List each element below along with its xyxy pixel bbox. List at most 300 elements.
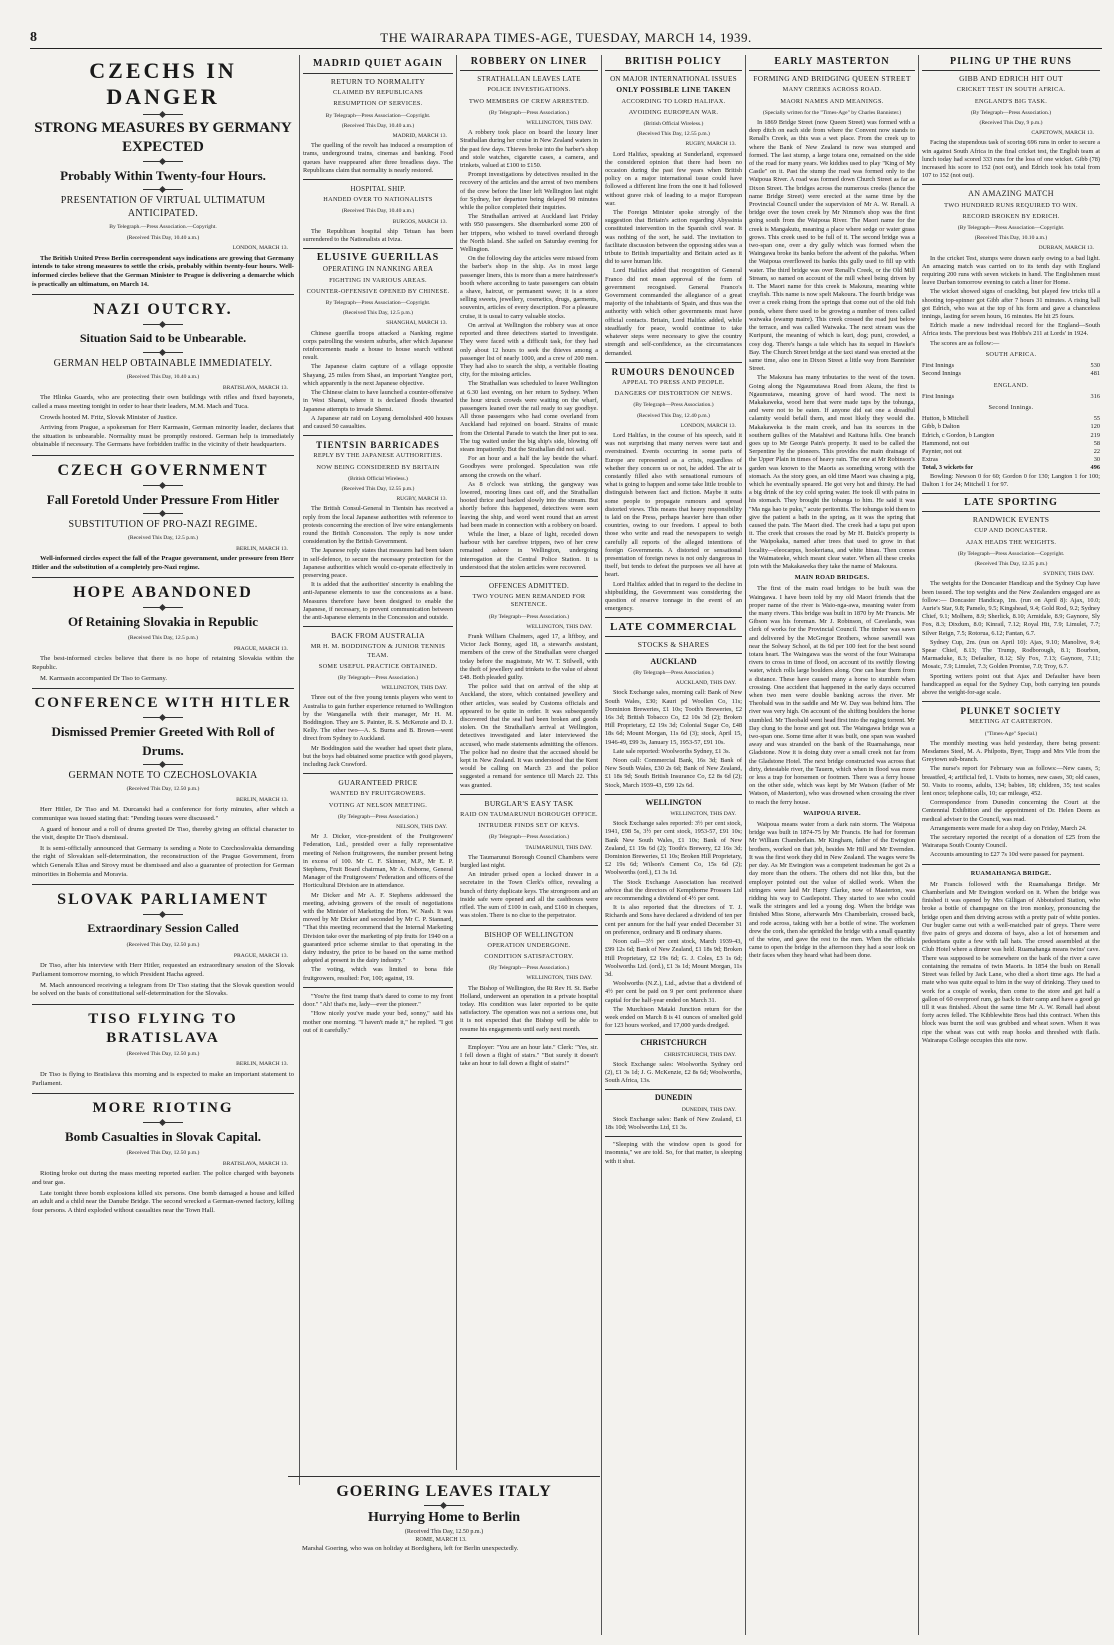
deck: COUNTER-OFFENSIVE OPENED BY CHINESE. xyxy=(306,287,450,295)
dateline: LONDON, MARCH 13. xyxy=(680,422,736,429)
ornament-rule xyxy=(143,717,183,718)
ornament-rule xyxy=(143,485,183,486)
paragraph: The British Consul-General in Tientsin has received a reply from the local Japanese authorities with reference to protests concerning the erection of live wire entanglements round the British Concession. The reply is now under consideration by the British Government. xyxy=(303,505,453,546)
headline: GOERING LEAVES ITALY xyxy=(336,1483,552,1500)
score-value: 58 xyxy=(1093,439,1100,447)
byline: (By Telegraph—Press Association.) xyxy=(970,109,1052,116)
divider xyxy=(605,636,742,637)
headline: OFFENCES ADMITTED. xyxy=(488,581,570,590)
divider xyxy=(605,653,742,654)
deck: TWO MEMBERS OF CREW ARRESTED. xyxy=(468,97,589,105)
paragraph: Lord Halifax added that in regard to the decline in shipbuilding, the Government was considering the question of reserve tonnage in the event of an emergency. xyxy=(605,580,742,613)
paragraph: Dr Tiso is flying to Bratislava this morning and is expected to make an important statement to Parliament. xyxy=(32,1070,294,1087)
ornament-rule xyxy=(143,189,183,190)
byline: (Specially written for the "Times-Age" by Charles Bannister.) xyxy=(762,109,902,116)
score-row xyxy=(922,440,1100,448)
byline: (British Official Wireless.) xyxy=(643,121,704,128)
paragraph: In 1869 Bridge Street (now Queen Street) was formed with a deep ditch on each side from where the Convent now stands to Renall's Creek, as this was a wet place. From the creek up to where the Bank of New Zealand is now was stumped and formed. The last stump, a large totara one, remained on the side of the road for many years. We kiddies used to play "King of My Castle" on it. Past the stump the road was formed only to the Waipoua River. A road was formed down Church Street as far as Dixon Street. The bridges across the numerous creeks (hence the name Bridge Street) were erected at the same time by the Provincial Council under the supervision of Mr A. W. Renall. A bridge over the town creek by Mr Nimmo's shop was the first going south from the Waipoua River. The Maori name for the creek is Mangakutu, meaning a place where sedge or water grass grows. This creek used to be full of it. The second bridge was a two-span one, over a dry gully which was formed when the Waingawa broke its banks before the advent of the pakeha. When the Waipoua overflowed its banks this gully used to fill up with water. The third bridge was over Renall's Creek, or the Old Mill Stream, so named on account of the mill wheel being driven by it. The Maori name for this creek is Makoura, meaning white crayfish. This name is now spelt Makoura. The fourth bridge was over a creek rising from the springs that come out of the old fish ponds, where there used to be growing a number of trees called waiwaka (swamp maire). This creek crossed the road just below the terrace, and was called Waiwaka. The next stream was the Kuripuni, the meaning of which is kuri, dog; puni, crowded, a cosy dog. There's hangs a tale which has its sequel in Hawke's Bay. The Church Street bridge at the taxi stand was erected at the same time, also one in Dixon Street a little way from Bannister Street. xyxy=(749,119,915,373)
divider xyxy=(605,1034,742,1035)
byline: (By Telegraph—Press Association.) xyxy=(488,965,570,972)
received-line: (Received This Day, 12.55 p.m.) xyxy=(637,131,710,138)
dateline: PRAGUE, MARCH 13. xyxy=(233,645,288,652)
article-late-sporting xyxy=(922,496,1100,702)
deck: NOW BEING CONSIDERED BY BRITAIN xyxy=(316,463,440,471)
dateline: CHRISTCHURCH, THIS DAY. xyxy=(663,1051,736,1058)
column-4 xyxy=(605,55,742,1635)
headline: SLOVAK PARLIAMENT xyxy=(57,891,269,909)
paragraph: Noon call—3½ per cent stock, March 1939-43, £99 12s 6d; Bank of New Zealand, £1 18s 9d; Broken Hill Proprietary, £2 19s 6d; G. J. Coles, £3 1s 6d; Woolworths Ltd. (ord.), £1 3s 1d; Mount Morgan, 11s 3d. xyxy=(605,938,742,978)
headline: PLUNKET SOCIETY xyxy=(960,706,1062,717)
dateline: NELSON, THIS DAY. xyxy=(396,824,447,831)
deck: SOME USEFUL PRACTICE OBTAINED. xyxy=(318,662,438,670)
article-more-rioting xyxy=(32,1099,294,1220)
article-czechs-in-danger xyxy=(32,58,294,295)
paragraph: Facing the stupendous task of scoring 696 runs in order to secure a win against South Africa in the final cricket test, the English team at lunch today had scored 333 runs for the loss of one wicket. Gibb (78) increased his score to 152 (not out), and Edrich took his total from 107 to 152 (not out). xyxy=(922,139,1100,180)
section-heading: CHRISTCHURCH xyxy=(640,1038,707,1048)
column-rule xyxy=(918,55,919,1635)
article-offences-admitted xyxy=(460,582,598,795)
article-rumours-denounced xyxy=(605,368,742,619)
received-line: (Received This Day, 10.40 a.m.) xyxy=(126,234,200,241)
column-rule xyxy=(745,55,746,1635)
article-an-amazing-match xyxy=(922,190,1100,494)
subheadline: Hurrying Home to Berlin xyxy=(367,1510,521,1525)
score-value: 120 xyxy=(1090,423,1100,431)
paragraph: Stock Exchange sales: Woolworths Sydney ord (2), £1 3s 1d; J. G. McKenzie, £2 8s 6d; Woolworths, South Africa, 13s. xyxy=(605,1060,742,1085)
article-robbery-on-liner xyxy=(460,58,598,577)
paragraph: "How nicely you've made your bed, sonny," said his mother one morning. "I haven't made it," he replied. "I got out of it carefully." xyxy=(303,1010,453,1034)
headline: CZECH GOVERNMENT xyxy=(57,461,269,479)
article-body xyxy=(32,1170,294,1215)
deck: GERMAN NOTE TO CZECHOSLOVAKIA xyxy=(68,770,258,782)
article-body xyxy=(303,993,453,1035)
ornament-rule xyxy=(143,114,183,115)
section-heading: AUCKLAND xyxy=(650,656,697,666)
score-row xyxy=(922,456,1100,464)
article-body xyxy=(303,833,453,983)
byline: (By Telegraph—Press Association—Copyright. xyxy=(957,550,1065,557)
paragraph: As 8 o'clock was striking, the gangway was lowered, mooring lines cast off, and the Strathallan hooted thrice and backed slowly into the stream. But shortly before this happened, detectives were seen leaving the ship, and word went round that an arrest had been made in connection with a robbery on board. xyxy=(460,480,598,529)
headline: GUARANTEED PRICE xyxy=(338,778,418,788)
headline: RUMOURS DENOUNCED xyxy=(611,366,736,377)
deck: OPERATING IN NANKING AREA xyxy=(322,265,434,274)
article-body xyxy=(303,228,453,244)
received-line: (Received This Day, 12.50 p.m.) xyxy=(126,1050,200,1057)
deck: HANDED OVER TO NATIONALISTS xyxy=(323,196,433,204)
score-value: 30 xyxy=(1093,456,1100,464)
score-label: Hutton, b Mitchell xyxy=(922,415,969,423)
received-line: (Received This Day, 12.50 p.m.) xyxy=(404,1529,484,1535)
received-line: (Received This Day, 12.50 p.m.) xyxy=(126,786,200,793)
dateline: LONDON, MARCH 13. xyxy=(232,245,288,252)
article-conference-with-hitler xyxy=(32,694,294,885)
score-label: Edrich, c Gordon, b Langton xyxy=(922,431,995,439)
article-body xyxy=(922,139,1100,180)
headline: HOPE ABANDONED xyxy=(73,584,253,602)
byline: ("Times-Age" Special.) xyxy=(984,730,1038,737)
dateline: MADRID, MARCH 13. xyxy=(392,133,447,140)
article-body xyxy=(32,655,294,683)
paragraph: Late sale reported: Woolworths Sydney, £1 3s. xyxy=(613,747,731,755)
paragraph: Stock Exchange sales reported: 3½ per cent stock, 1941, £98 5s, 3½ per cent stock, 1953-57, £91 10s; Bank New South Wales, £1 10s; Bank of New Zealand, £1 19s 6d (2); Tooth's Brewery, £2 16s 3d; Dominion Breweries, £1 10s; Broken Hill Proprietary, £2 19s 6d; Wilson's Cement Co, 15s 6d (2); Woolworths (ord.), £1 3s 1d. xyxy=(605,820,742,877)
paragraph: The Strathallan arrived at Auckland last Friday with 950 passengers. She disembarked some 200 of her trippers, who wished to travel overland through the North Island. She sailed on Saturday evening for Wellington. xyxy=(460,213,598,254)
score-row xyxy=(922,432,1100,440)
article-body xyxy=(605,1141,742,1166)
article-body xyxy=(32,394,294,450)
headline: ELUSIVE GUERILLAS xyxy=(316,252,440,264)
score-row xyxy=(922,415,1100,423)
received-line: (Received This Day, 10.40 a.m.) xyxy=(341,122,415,129)
article-body xyxy=(749,119,915,571)
article-body xyxy=(922,473,1100,489)
received-line: (Received This Day, 12.5 p.m.) xyxy=(127,534,199,541)
subheadline: STRONG MEASURES BY GERMANY EXPECTED xyxy=(34,120,292,155)
paragraph: Lord Halifax, in the course of his speech, said it was not surprising that many nerves were taut and overstrained. Events occurring in some parts of Europe are represented as a crisis, regardless of whether they concern us or not, he added. The air is constantly filled also with sensational rumours of what is going to happen and some take little trouble to distinguish between fact and fiction. Maybe it suits some people to propagate rumours and spread distorted views. This means that heavy responsibility is laid on the Press, perhaps heavier here than other countries, owing to our freedom. I appeal to both those who write and read the newspapers to weigh carefully all reports of the alleged intentions of foreign Governments. A distorted or sensational presentation of foreign news is not only dangerous in itself, but tends to defeat the purposes we all have at heart. xyxy=(605,431,742,579)
deck: WANTED BY FRUITGROWERS. xyxy=(330,790,426,798)
paragraph: The Taumarunui Borough Council Chambers were burgled last night. xyxy=(460,853,598,870)
paragraph: It is added that the authorities' sincerity is enabling the anti-Japanese elements to use the concessions as a base. Measures therefore have been designed to enable the Japanese, if necessary, to prevent communication between the anti-Japanese elements in the Concession and outside. xyxy=(303,581,453,621)
subheadline: Dismissed Premier Greeted With Roll of Drums. xyxy=(51,724,275,759)
paragraph: The quelling of the revolt has induced a resumption of trams, underground trains, cinemas and banking. Food queues have reappeared after three breadless days. The Republicans claim that normality is nearly restored. xyxy=(303,142,453,174)
article-plunket-society xyxy=(922,707,1100,864)
paragraph: It is also reported that the directors of T. J. Richards and Sons have declared a dividend of ten per cent per annum for the half year ended December 31 on preference, ordinary and B ordinary shares. xyxy=(605,904,742,936)
divider xyxy=(922,70,1100,71)
article-body xyxy=(303,330,453,431)
scorecard-heading: ENGLAND. xyxy=(993,381,1029,389)
ornament-rule xyxy=(143,607,183,608)
paragraph: Mr Dicker and Mr A. F. Stephens addressed the meeting, advising growers of the result of negotiations with the Minister of Marketing the Hon. W. Nash. It was moved by Mr Dicker and seconded by Mr C. P. Stannard, "That this meeting recommend that the Internal Marketing Division take over the marketing of pip fruits for 1940 on a guaranteed price scheme similar to that operating in the dairy industry, the price to be based on the same method adopted at present in the dairy industry." xyxy=(303,891,453,965)
paragraph: On the following day the articles were missed from the barber's shop in the ship. As in most large passenger liners, this is more than a mere hairdresser's booth where according to taste passengers can obtain a shave, haircut, or permanent wave; it is a store selling sweets, jewellery, cosmetics, drugs, garments, souvenirs, articles of every description. For a pleasure cruise, it is usual to carry valuable stocks. xyxy=(460,255,598,320)
headline: PILING UP THE RUNS xyxy=(949,56,1072,67)
deck: ONLY POSSIBLE LINE TAKEN xyxy=(616,85,731,95)
article-body xyxy=(288,1545,600,1554)
headline: AN AMAZING MATCH xyxy=(968,189,1054,199)
paragraph: An intruder prised open a locked drawer in a secretaire in the Town Clerk's office, revealing a bunch of thirty duplicate keys. The strongroom and an inside safe were opened and all the cashboxes were rifled. The sum of £100 in cash, and £160 in cheques, was stolen. There is no clue to the perpetrator. xyxy=(460,871,598,920)
paragraph: Marshal Goering, who was on holiday at Bordighera, left for Berlin unexpectedly. xyxy=(302,1545,519,1552)
score-value: 530 xyxy=(1090,362,1100,370)
article-elusive-guerillas xyxy=(303,254,453,436)
headline: LATE COMMERCIAL xyxy=(610,621,737,634)
paragraph: Herr Hitler, Dr Tiso and M. Durcanski had a conference for forty minutes, after which a communique was issued stating that: "Pending issues were discussed." xyxy=(32,806,294,823)
column-3 xyxy=(460,55,598,1470)
paragraph: Late tonight three bomb explosions killed six persons. One bomb damaged a house and killed an adult and a child near the Danube Bridge. The second wrecked a German-owned factory, killing four persons. A third exploded without casualties near the Town Hall. xyxy=(32,1189,294,1214)
headline: MADRID QUIET AGAIN xyxy=(312,58,444,69)
column-1 xyxy=(32,55,294,1635)
section-heading: WELLINGTON xyxy=(645,797,702,807)
dateline: BRATISLAVA, MARCH 13. xyxy=(222,384,288,391)
paragraph: The nurse's report for February was as follows:—New cases, 5; breastfed, 4; artificial fed, 1. Visits to homes, new cases, 30; old cases, 50. Visits to rooms, adults, 134; babies, 18; children, 35; test scales lent once; telephone calls, 10; car mileage, 452. xyxy=(922,765,1100,798)
deck: VOTING AT NELSON MEETING. xyxy=(328,801,428,809)
deck: AVOIDING EUROPEAN WAR. xyxy=(628,108,719,116)
deck: GERMAN HELP OBTAINABLE IMMEDIATELY. xyxy=(53,358,273,370)
paragraph: Chinese guerilla troops attacked a Nanking regime corps patrolling the western suburbs, after which Japanese reinforcements made a house to house search without result. xyxy=(303,329,453,362)
article-body xyxy=(922,255,1100,348)
column-rule xyxy=(456,55,457,1470)
paragraph: A guard of honour and a roll of drums greeted Dr Tiso, thereby giving an official character to the visit, despite Dr Tiso's dismissal. xyxy=(32,825,294,842)
byline: (By Telegraph—Press Association.) xyxy=(633,402,714,409)
paragraph: The Republican hospital ship Tetuan has been surrendered to the Nationalists at Iviza. xyxy=(303,227,453,244)
column-2 xyxy=(303,55,453,1470)
paragraph: The police said that on arrival of the ship at Auckland, the store, which contained jewellery and other articles, was sealed by Customs officials and appeared to be quite in order. It was subsequently discovered that the seal had been broken and goods stolen. On the Strathallan's arrival at Wellington, detectives investigated and later interviewed the accused, who made statements admitting the offences. The police had no desire that the accused should be kept in New Zealand. It was understood that the Kent would be calling on March 23 and the police suggested a remand for sentence till March 22. This was granted. xyxy=(460,683,598,789)
ornament-rule xyxy=(143,914,183,915)
deck: CRICKET TEST IN SOUTH AFRICA. xyxy=(956,86,1066,94)
score-label: Gibb, b Dalton xyxy=(922,423,960,431)
article-body xyxy=(460,985,598,1034)
paragraph: The Bishop of Wellington, the Rt Rev H. St. Barbe Holland, underwent an operation in a private hospital today. His condition was later reported to be quite satisfactory. The operation was not a serious one, but it is not expected that the Bishop will be able to resume his engagements until early next month. xyxy=(460,984,598,1033)
byline: By Telegraph—Press Association—Copyright. xyxy=(325,112,431,119)
score-row xyxy=(922,423,1100,431)
article-ruamahanga-bridge xyxy=(922,870,1100,1049)
score-value: 22 xyxy=(1093,447,1100,455)
paragraph: On arrival at Wellington the robbery was at once reported and three detectives started to investigate. They were faced with a difficult task, for they had only about 12 hours to seek the thieves among a passenger list of nearly 1000, and a crew of 200 men. They had also to search the ship, a veritable floating city, for the missing articles. xyxy=(460,321,598,379)
score-value: 481 xyxy=(1090,370,1100,378)
score-label: Extras xyxy=(922,456,939,464)
paragraph: The British United Press Berlin correspondent says indications are growing that Germany intends to take strong measures to settle the crisis, probably within twenty-four hours. Well-informed circles believe that the German Minister to Prague is delivering a demarche which is practically an ultimatum, on March 14. xyxy=(32,254,294,288)
headline: ROBBERY ON LINER xyxy=(470,56,588,67)
received-line: (Received This Day, 10.40 a.m.) xyxy=(341,208,415,215)
byline: By Telegraph.—Press Association.—Copyright. xyxy=(109,224,217,230)
headline: HOSPITAL SHIP. xyxy=(350,185,406,194)
paragraph: Sydney Cup, 2m. (run on April 10): Ajax, 9.10; Manolive, 9.4; Spear Chief, 8.13; The Trump, Rodborough, 8.1; Bourbon, Marmaduke, 8.3; Defaulter, 8.12; Sly Fox, 7.13; Gaynore, 7.11; Mosaic, 7.9; Limulet, 7.3; Golden Promise, 7.0; Troy, 6.7. xyxy=(922,638,1100,671)
paragraph: The first of the main road bridges to be built was the Waingawa. I have been told by my old Maori friends that the proper name of the river is Waio-nga-awa, meaning water from the many rivers. This bridge was built in 1870 by Mr Francis. Mr Gibson was his foreman. Mr J. Robinson, of Cavelands, was clerk of works for the Provincial Council. The timber was sawn and delivered by the McGregor Brothers, whose sawmill was near the Solway School, at 8s 6d per 100 feet for the best sound totara heart. The Waingawa was the worst of the four Wairarapa rivers to cross in time of flood, on account of its swiftly flowing water, which rolls large boulders along. One can hear them from a distance. These have caused many a horse to stumble when crossing. One accident that happened in the early days occurred when two men were double banking across the river. Mr Theobald was in the saddle and Mr W. Day was behind him. The river was very high. On account of the shifting boulders the horse stumbled. Mr Theobald went head first into the raging torrent. Mr Day clung to the horse and got out. The Waingawa bridge was a two-span one. Some time after it was built, one span was washed away and was stranded on the bank of the Ruamahanga, near Gladstone. Now it is doing duty over a small creek not far from the Gladstone Hotel. The next bridge constructed was across that dirty, detestable river, the Tauern, which when in flood was more or less a trap for horsemen or footmen. There was a ferry house on the other side, which was kept by Mr Watson (father of Mr Watson, of Masterton), who was drowned when crossing the river to reach the ferry house. xyxy=(749,585,915,806)
deck: MANY CREEKS ACROSS ROAD. xyxy=(782,86,882,94)
deck: RAID ON TAUMARUNUI BOROUGH OFFICE. xyxy=(460,811,598,819)
headline: MORE RIOTING xyxy=(92,1100,234,1117)
paragraph: Prompt investigations by detectives resulted in the recovery of the articles and the arrest of two members of the crew before the liner left Wellington last night for Sydney, her departure being delayed 90 minutes while the police completed their inquiries. xyxy=(460,171,598,212)
deck: TWO YOUNG MEN REMANDED FOR SENTENCE. xyxy=(472,593,586,609)
paragraph: Frank William Chalmers, aged 17, a liftboy, and Victor Jack Bonny, aged 18, a steward's assistant, members of the crew of the Strathallan were charged today before the magistrate, Mr W. T. Stilwell, with the theft of jewellery and trinkets to the value of about £48. Both pleaded guilty. xyxy=(460,633,598,682)
subheadline: Probably Within Twenty-four Hours. xyxy=(60,168,266,183)
deck: RESUMPTION OF SERVICES. xyxy=(333,100,423,108)
dateline: WELLINGTON, THIS DAY. xyxy=(381,685,447,692)
section-heading: WAIPOUA RIVER. xyxy=(803,809,861,817)
score-label: Paynter, not out xyxy=(922,447,962,455)
byline: (British Official Wireless.) xyxy=(348,475,408,482)
dateline: ROME, MARCH 13. xyxy=(415,1537,467,1543)
dateline: BRATISLAVA, MARCH 13. xyxy=(222,1160,288,1167)
article-body xyxy=(460,633,598,790)
paragraph: Edrich made a new individual record for the England—South Africa tests. The previous best was Hobbs's 211 at Lords' in 1924. xyxy=(922,322,1100,338)
score-row xyxy=(922,393,1100,401)
received-line: (Received This Day, 12.50 p.m.) xyxy=(126,1150,200,1157)
paragraph: The Chinese claim to have launched a counter-offensive in West Shansi, where it is declared floods thwarted Japanese attempts to invade Shensi. xyxy=(303,389,453,413)
deck: CUP AND DONCASTER. xyxy=(974,527,1048,535)
article-body xyxy=(605,151,742,358)
article-slovak-parliament xyxy=(32,890,294,1005)
paragraph: Well-informed circles expect the fall of the Prague government, under pressure from Herr Hitler and the substitution of a completely pro-Nazi regime. xyxy=(32,555,294,571)
divider xyxy=(605,1089,742,1090)
masthead xyxy=(30,28,1102,49)
article-tiso-flying xyxy=(32,1010,294,1094)
ornament-rule xyxy=(143,161,183,162)
headline: NAZI OUTCRY. xyxy=(93,301,233,319)
score-value: 55 xyxy=(1093,415,1100,423)
paragraph: Employer: "You are an hour late." Clerk: "Yes, sir. I fell down a flight of stairs." "But surely it doesn't take an hour to fall down a flight of stairs!" xyxy=(460,1043,598,1068)
byline: By Telegraph—Press Association—Copyright. xyxy=(325,300,431,307)
deck: CONDITION SATISFACTORY. xyxy=(484,952,574,960)
deck: ON MAJOR INTERNATIONAL ISSUES xyxy=(610,75,737,84)
deck: DANGERS OF DISTORTION OF NEWS. xyxy=(614,390,733,398)
received-line: (Received This Day, 12.40 p.m.) xyxy=(637,412,710,419)
received-line: (Received This Day, 10.10 a.m.) xyxy=(974,235,1048,242)
paragraph: Mr J. Dicker, vice-president of the Fruitgrowers' Federation, Ltd., presided over a fully representative meeting of Nelson fruitgrowers, the number present being in excess of 100. Mr C. F. Skinner, M.P., Mr E. P. Stephens, Fruit Board chairman, Mr A. Osborne, General Manager of the Fruitgrowers' Federation and officers of the Horticultural Division are in attendance. xyxy=(303,833,453,890)
subheadline: Of Retaining Slovakia in Republic xyxy=(68,614,258,630)
dateline: SYDNEY, THIS DAY. xyxy=(1043,571,1094,578)
score-value: 496 xyxy=(1090,464,1100,472)
article-piling-up-the-runs xyxy=(922,58,1100,185)
subheadline: Fall Foretold Under Pressure From Hitler xyxy=(46,491,280,507)
byline: (By Telegraph—Press Association.) xyxy=(337,813,419,820)
deck: RANDWICK EVENTS xyxy=(972,515,1050,525)
divider xyxy=(605,1136,742,1137)
article-body xyxy=(749,821,915,960)
deck: TWO HUNDRED RUNS REQUIRED TO WIN. xyxy=(944,201,1078,209)
article-body xyxy=(32,1071,294,1088)
paragraph: Waipoua means water from a dark rain storm. The Waipoua bridge was built in 1874-75 by Mr Francis. He had for foreman Mr William Chamberlain. Mr Kingham, father of the Ewington brothers, worked on that job, besides Mr Hill and Mr Evernden. It was the first work they did in New Zealand. The wages were 9s per day. As Mr Ewington was a competent tradesman he got 2s a day more than the others. The others did not like this, but the employer pointed out the value of skilled work. When the stringers were laid Mr Harry Clarke, now of Masterton, was ridding his way to Castlepoint. They started to see who could walk the stringers and led a young dog. When the bridge was finished Miss Stone, afterwards Mrs Chamberlain, crossed back, and rode across, taking with her a bottle of wine. The workmen drew the cork, then she sprinkled the bridge with a small quantity of the wine, and gave the rest to the men. When the officials came to open the bridge in the afternoon they had a sour look on their faces when they heard what had been done. xyxy=(749,821,915,960)
scorecard-subheading: Second Innings. xyxy=(988,403,1034,411)
received-line: (Received This Day, 12.35 p.m.) xyxy=(974,560,1048,567)
received-line: (Received This Day, 12.5 p.m.) xyxy=(342,310,414,317)
dateline: BERLIN, MARCH 13. xyxy=(236,1061,288,1068)
article-madrid-quiet xyxy=(303,58,453,180)
paragraph: A robbery took place on board the luxury liner Strathallan during her cruise in New Zealand waters in the past few days. Thieves broke into the barber's shop and stole watches, cigarette cases, a camera, and trinkets, valued at £100 to £150. xyxy=(460,129,598,170)
dateline: WELLINGTON, THIS DAY. xyxy=(526,975,592,982)
byline: (By Telegraph—Press Association.) xyxy=(488,834,570,841)
article-body xyxy=(303,505,453,622)
article-body xyxy=(605,1116,742,1132)
article-body xyxy=(32,255,294,289)
paragraph: The Stock Exchange Association has received advice that the directors of Kempthorne Prossers Ltd are recommending a dividend of 4½ per cent. xyxy=(605,878,742,903)
article-guaranteed-price xyxy=(303,779,453,988)
score-label: First Innings xyxy=(922,362,955,370)
article-body xyxy=(922,740,1100,860)
received-line: (Received This Day, 12.55 p.m.) xyxy=(341,485,415,492)
article-body xyxy=(32,806,294,879)
paragraph: In the cricket Test, stumps were drawn early owing to a bad light. An amazing match was carried on to its tenth day with England requiring 200 runs with seven wickets in hand. The Englishmen must leave Durban tomorrow evening to catch a liner for Home. xyxy=(922,254,1100,287)
deck: FIGHTING IN VARIOUS AREAS. xyxy=(329,276,427,284)
article-body xyxy=(303,142,453,175)
headline: CONFERENCE WITH HITLER xyxy=(34,695,292,712)
subheadline: Situation Said to be Unbearable. xyxy=(79,331,247,346)
received-line: (Received This Day, 12.50 p.m.) xyxy=(126,942,200,949)
article-hospital-ship xyxy=(303,185,453,249)
dateline: WELLINGTON, THIS DAY. xyxy=(670,811,736,818)
paragraph: "Sleeping with the window open is good for insomnia," we are told. So, for that matter, is sleeping with it shut. xyxy=(605,1141,742,1165)
received-line: (Received This Day, 12.5 p.m.) xyxy=(127,635,199,642)
paragraph: Crowds hooted M. Fritz, Slovak Minister of Justice. xyxy=(40,413,178,421)
divider xyxy=(605,794,742,795)
paragraph: The Japanese claim capture of a village opposite Shayang, 25 miles from Shasi, an important Yangtze port, which apparently is the next Japanese objective. xyxy=(303,363,453,387)
section-heading: RUAMAHANGA BRIDGE. xyxy=(970,869,1052,877)
dateline: RUGBY, MARCH 13. xyxy=(685,141,736,148)
headline: TISO FLYING TO BRATISLAVA xyxy=(88,1010,238,1046)
score-label: Hammond, not out xyxy=(922,439,970,447)
paragraph: The best-informed circles believe that there is no hope of retaining Slovakia within the Republic. xyxy=(32,655,294,672)
scorecard-england xyxy=(922,415,1100,464)
paragraph: Lord Halifax, speaking at Sunderland, expressed the considered opinion that there had been no occasion during the past few years when British policy on a major international issue could have followed a different line from the one it had followed without grave risk of leading to a major European war. xyxy=(605,150,742,207)
divider xyxy=(460,70,598,71)
paragraph: M. Mach announced receiving a telegram from Dr Tiso stating that the Slovak question would be solved on the basis of constitutional self-determination for the Slovaks. xyxy=(32,981,294,998)
paragraph: Three out of the five young tennis players who went to Australia to gain further experience returned to Wellington by the Wanganella with their manager, Mr H. M. Boddington. They are S. Painter, R. S. McKenzie and D. J. Kelly. The other two—A. S. Burns and B. Brown—went direct from Sydney to Auckland. xyxy=(303,694,453,743)
article-body xyxy=(749,585,915,806)
page-number: 8 xyxy=(30,30,37,45)
article-body xyxy=(32,555,294,572)
article-nazi-outcry xyxy=(32,300,294,456)
paragraph: For an hour and a half the lay beside the wharf. Goodbyes were prolonged. Speculation was rife among the crowds on the wharf. xyxy=(460,455,598,479)
score-value: 219 xyxy=(1090,431,1100,439)
score-row xyxy=(922,448,1100,456)
paragraph: The weights for the Doncaster Handicap and the Sydney Cup have been issued. The top weights and the New Zealanders engaged are as follow:— Doncaster Handicap, 1m. (run on April 8): Ajax, 10.0; Aurie's Star, 9.8; Pamelo, 9.5; Kingshead, 9.4; Gold Rod, 9.2; Sydney Chief, 9.1; Molhem, 8.9; Sherlick, 8.10; Armidale, 8.9; Gaynore, Sly Fox, 8.3; Dixdum, 8.0; Kinrail, 7.12; Royal Hit, 7.9; Limulet, 7.7; Silver Reign, 7.5; Rotorua, 6.12; Fantan, 6.7. xyxy=(922,580,1100,637)
deck: SUBSTITUTION OF PRO-NAZI REGIME. xyxy=(68,518,258,530)
paragraph: Arriving from Prague, a spokesman for Herr Karmasin, German minority leader, declares that the situation is unbearable. Normality must be promptly restored. German help is immediately obtainable if necessary. The Germans have forbidden traffic in the vicinity of their headquarters. xyxy=(32,424,294,449)
deck: OPERATION UNDERGONE. xyxy=(487,941,571,949)
dateline: DURBAN, MARCH 13. xyxy=(1038,245,1094,252)
dateline: WELLINGTON, THIS DAY. xyxy=(526,623,592,630)
article-body xyxy=(303,694,453,769)
deck: RETURN TO NORMALITY xyxy=(330,77,426,86)
score-label: Total, 3 wickets for xyxy=(922,464,974,472)
article-body xyxy=(605,432,742,613)
byline: (By Telegraph—Press Association.) xyxy=(488,613,570,620)
paragraph: The secretary reported the receipt of a donation of £25 from the Wairarapa South County Council. xyxy=(922,834,1100,850)
byline: (By Telegraph—Press Association—Copyright. xyxy=(957,225,1065,232)
paragraph: The voting, which was limited to bona fide fruitgrowers, resulted: For, 100; against, 19. xyxy=(303,966,453,982)
byline: (By Telegraph—Press Association.) xyxy=(633,670,714,676)
paragraph: Sporting writers point out that Ajax and Defaulter have been handicapped as equal for the Sydney Cup, both carrying ten pounds above the weight-for-age scale. xyxy=(922,672,1100,696)
paragraph: Lord Halifax added that recognition of General Franco did not mean approval of the form of government recognised. General Franco's Government commanded the allegiance of a great majority of the inhabitants of Spain, and thus was the authority with which other governments must have official contacts. Britain, Lord Halifax added, while steadfastly for peace, would continue to take whatever steps were necessary to give the country strength and self-confidence, as the circumstances demanded. xyxy=(605,267,742,357)
divider xyxy=(749,70,915,71)
score-row xyxy=(922,370,1100,378)
article-british-policy xyxy=(605,58,742,363)
paragraph: Woolworths (N.Z.), Ltd., advise that a dividend of 4½ per cent be paid on 9 per cent preference share capital for the half-year ended on March 31. xyxy=(605,980,742,1004)
article-body xyxy=(460,854,598,921)
paragraph: While the liner, a blaze of light, receded down harbour with her carefree trippers, two of her crew remained ashore in Wellington, undergoing interrogation at the Central Police Station. It is understood that the stolen articles were recovered. xyxy=(460,530,598,571)
divider xyxy=(303,73,453,74)
headline: BACK FROM AUSTRALIA xyxy=(331,631,425,641)
deck: INTRUDER FINDS SET OF KEYS. xyxy=(478,822,580,830)
paragraph: Stock Exchange sales, morning call: Bank of New South Wales, £30; Kauri pd Woollen Co, 11s; Dominion Breweries, £1 10s; Tooth's Breweries, £2 16s 3d; British Tobacco Co, £2 10s 3d (2); Broken Hill Proprietary, £2 19s 3d; Colonial Sugar Co, £48 18s 6d; Mount Morgan, 11s 6d (3); stock, April 15, 1946-49, £99 3s, January 15, 1953-57, £91 10s. xyxy=(605,689,742,746)
article-back-from-australia xyxy=(303,632,453,774)
divider xyxy=(605,70,742,71)
paragraph: M. Karmasin accompanied Dr Tiso to Germany. xyxy=(40,674,168,682)
column-rule xyxy=(299,55,300,1485)
column-5 xyxy=(749,55,915,1635)
paragraph: Bowling: Newson 0 for 60; Gordon 0 for 130; Langton 1 for 100; Dalton 1 for 24; Mitchell 1 for 97. xyxy=(922,472,1100,488)
article-goering-leaves-italy xyxy=(288,1476,600,1555)
article-early-masterton xyxy=(749,58,915,965)
paragraph: Accounts amounting to £27 7s 10d were passed for payment. xyxy=(930,851,1084,859)
deck: PRESENTATION OF VIRTUAL ULTIMATUM ANTICIPATED. xyxy=(60,195,266,219)
paragraph: The Hlinka Guards, who are protecting their own buildings with rifles and fixed bayonets, called a mass meeting tonight in order to hear their leaders, M.M. Mach and Tuca. xyxy=(32,394,294,410)
dateline: BURGOS, MARCH 13. xyxy=(392,218,447,225)
ornament-rule xyxy=(143,1122,183,1123)
ornament-rule xyxy=(143,764,183,765)
dateline: PRAGUE, MARCH 13. xyxy=(233,952,288,959)
paragraph: The Makoura has many tributaries to the west of the town. Going along the Ngaumutawa Road from Akura, the first is Ngaumutawa, meaning grove of hard wood. The next is Makakaweka, wood here that were made taps by the tohunga, and were not to be eaten. If anyone did eat one a dreadful calamity would befall them, and most likely they would die. Makakaweka is the main creek, and has its sources in the southern gullies of the Matahiwi and Kaituna hills. One branch goes up to Mr George Pain's property. It used to be called the Serpentine by the pioneers. This provides the main drainage of the Upper Plain in times of heavy rain. The one at Mr Robinson's garden was known to the Maoris as something wrong with the stomach. As the story goes, an old time Maori was chasing a pig, which he eventually speared. He got very hot and thirsty. He had a big drink of the icy cold spring water. He took ill with pains in his stomach. They brought the tohunga to him. He said it was "Ma nga hao te puku," acute peritonitis. The tohunga told them to give the patient a bath in the spring, as it was the spring that caused the pain. The Maori died. The creek had a tapu put upon it. The creek that crosses the road by Mr H. Buick's property is the Waipokaka, named after trees that used to grow in that locality—eleocarpus, hookeriana, and white hinau. Then comes the Waimateeke, which meant clear water. When all these creeks join with the Makakaweka they take the name of Makoura. xyxy=(749,374,915,570)
scorecard-heading: SOUTH AFRICA. xyxy=(985,350,1037,358)
headline: BURGLAR'S EASY TASK xyxy=(484,798,574,808)
dateline: RUGBY, MARCH 13. xyxy=(396,496,447,503)
scorecard-south-africa xyxy=(922,362,1100,378)
headline: EARLY MASTERTON xyxy=(774,56,890,67)
deck: MAORI NAMES AND MEANINGS. xyxy=(780,97,884,105)
dateline: DUNEDIN, THIS DAY. xyxy=(681,1106,736,1113)
deck: RECORD BROKEN BY EDRICH. xyxy=(962,212,1060,220)
paragraph: A Japanese air raid on Loyang demolished 400 houses and caused 50 casualties. xyxy=(303,414,453,430)
paragraph: The Japanese reply states that measures had been taken in self-defence, to secure the necessary protection for the Japanese authorities which would co-operate effectively in preserving peace. xyxy=(303,547,453,579)
deck: POLICE INVESTIGATIONS. xyxy=(487,86,571,94)
paragraph: Dr Tiso, after his interview with Herr Hitler, requested an extraordinary session of the Slovak Parliament tomorrow morning, to which President Hacha agreed. xyxy=(32,962,294,978)
